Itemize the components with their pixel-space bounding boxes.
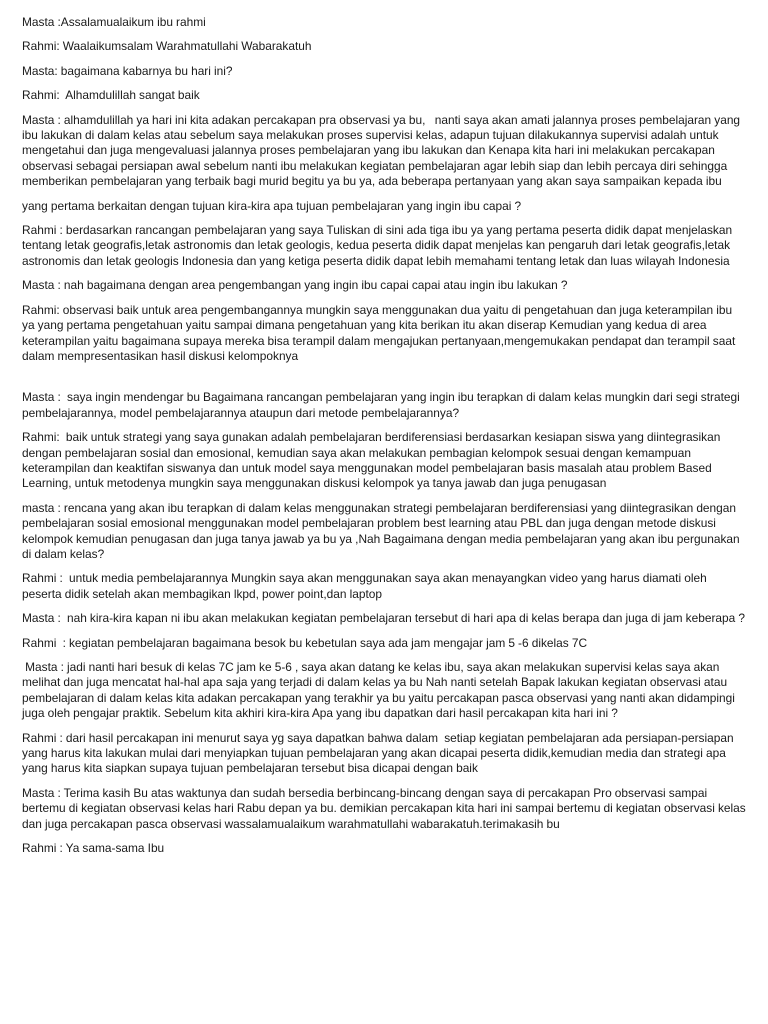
dialogue-line: masta : rencana yang akan ibu terapkan di dalam kelas menggunakan strategi pembelajaran berdiferensiasi yang diintegrasikan dengan pembelajaran sosial emosional menggunakan model pembelajaran problem best learning atau PBL dan juga dengan metode diskusi kelompok kemudian penugasan dan juga tanya jawab ya bu ya ,Nah Bagaimana dengan media pembelajaran yang akan ibu pergunakan di dalam kelas? bbox=[22, 500, 743, 561]
dialogue-line: Masta : nah bagaimana dengan area pengembangan yang ingin ibu capai capai atau ingin ibu lakukan ? bbox=[22, 278, 568, 293]
dialogue-line: Masta : nah kira-kira kapan ni ibu akan melakukan kegiatan pembelajaran tersebut di hari apa di kelas berapa dan juga di jam keberapa ? bbox=[22, 611, 745, 626]
dialogue-line: Rahmi: baik untuk strategi yang saya gunakan adalah pembelajaran berdiferensiasi berdasarkan kesiapan siswa yang diintegrasikan dengan pembelajaran sosial dan emosional, kemudian saya akan melakukan pembagian kelompok sesuai dengan kemampuan keterampilan dan keaktifan siswanya dan untuk model saya menggunakan model pembelajaran basis masalah atau problem Based Learning, untuk metodenya mungkin saya menggunakan diskusi kelompok ya tanya jawab dan juga penugasan bbox=[22, 430, 724, 491]
dialogue-line: Masta : jadi nanti hari besuk di kelas 7C jam ke 5-6 , saya akan datang ke kelas ibu, saya akan melakukan supervisi kelas saya akan melihat dan juga mencatat hal-hal apa saja yang terjadi di dalam kelas ya bu Nah nanti setelah Bapak lakukan kegiatan observasi atau pembelajaran di dalam kelas kita adakan percakapan yang terakhir ya bu yaitu percakapan pasca observasi yang nanti akan didampingi juga oleh pengajar praktik. Sebelum kita akhiri kira-kira Apa yang ibu dapatkan dari hasil percakapan kita hari ini ? bbox=[22, 660, 739, 721]
paragraph-gap bbox=[22, 373, 746, 390]
dialogue-line: yang pertama berkaitan dengan tujuan kira-kira apa tujuan pembelajaran yang ingin ibu capai ? bbox=[22, 198, 522, 213]
dialogue-line: Masta : saya ingin mendengar bu Bagaimana rancangan pembelajaran yang ingin ibu terapkan di dalam kelas mungkin dari segi strategi pembelajarannya, model pembelajarannya ataupun dari metode pembelajarannya? bbox=[22, 390, 743, 420]
dialogue-line: Masta: bagaimana kabarnya bu hari ini? bbox=[22, 63, 233, 78]
dialogue-line: Masta :Assalamualaikum ibu rahmi bbox=[22, 15, 206, 29]
dialogue-line: Rahmi: Alhamdulillah sangat baik bbox=[22, 88, 200, 103]
dialogue-line: Rahmi : dari hasil percakapan ini menurut saya yg saya dapatkan bahwa dalam setiap kegiatan pembelajaran ada persiapan-persiapan yang harus kita lakukan mulai dari menyiapkan tujuan pembelajaran yang akan dicapai peserta didik,kemudian media dan strategi apa yang harus kita siapkan supaya tujuan pembelajaran tersebut bisa dicapai dengan baik bbox=[22, 730, 737, 776]
dialogue-line: Masta : alhamdulillah ya hari ini kita adakan percakapan pra observasi ya bu, nanti saya akan amati jalannya proses pembelajaran yang ibu lakukan di dalam kelas atau sebelum saya melakukan proses supervisi kelas, adapun tujuan dilakukannya supervisi adalah untuk mengetahui dan juga mengevaluasi jalannya proses pembelajaran yang ibu lakukan dan Kenapa kita hari ini melakukan percakapan observasi sebagai persiapan awal sebelum nanti ibu melakukan kegiatan pembelajaran agar lebih siap dan lebih percaya diri sehingga memberikan pembelajaran yang terbaik bagi murid begitu ya bu ya, ada beberapa pertanyaan yang akan saya sampaikan kepada ibu bbox=[22, 112, 744, 189]
dialogue-line: Rahmi: observasi baik untuk area pengembangannya mungkin saya menggunakan dua yaitu di pengetahuan dan juga keterampilan ibu ya yang pertama pengetahuan yaitu sampai dimana pengetahuan yang kita berikan itu akan diserap Kemudian yang kedua di area keterampilan yaitu bagaimana supaya mereka bisa terampil dalam mengajukan pertanyaan,mengemukakan pendapat dan terampil saat dalam mempresentasikan hasil diskusi kelompoknya bbox=[22, 302, 739, 363]
dialogue-line: Rahmi : Ya sama-sama Ibu bbox=[22, 841, 165, 856]
dialogue-line: Rahmi : kegiatan pembelajaran bagaimana besok bu kebetulan saya ada jam mengajar jam 5 -6 dikelas 7C bbox=[22, 635, 588, 650]
dialogue-line: Rahmi: Waalaikumsalam Warahmatullahi Wabarakatuh bbox=[22, 39, 312, 54]
dialogue-line: Rahmi : untuk media pembelajarannya Mungkin saya akan menggunakan saya akan menayangkan video yang harus diamati oleh peserta didik setelah akan membagikan lkpd, power point,dan laptop bbox=[22, 571, 710, 601]
dialogue-line: Rahmi : berdasarkan rancangan pembelajaran yang saya Tuliskan di sini ada tiga ibu ya yang pertama peserta didik dapat menjelaskan tentang letak geografis,letak astronomis dan letak geologis, kedua peserta didik dapat menjelas kan pengaruh dari letak geografis,letak astronomis dan letak geologis Indonesia dan yang ketiga peserta didik dapat lebih memahami tentang letak dan luas wilayah Indonesia bbox=[22, 223, 736, 268]
dialogue-line: Masta : Terima kasih Bu atas waktunya dan sudah bersedia berbincang-bincang dengan saya di percakapan Pro observasi sampai bertemu di kegiatan observasi kelas hari Rabu depan ya bu. demikian percakapan kita hari ini sampai bertemu di kegiatan observasi kelas dan juga percakapan pasca observasi wassalamualaikum warahmatullahi wabarakatuh.terimakasih bu bbox=[22, 785, 749, 831]
